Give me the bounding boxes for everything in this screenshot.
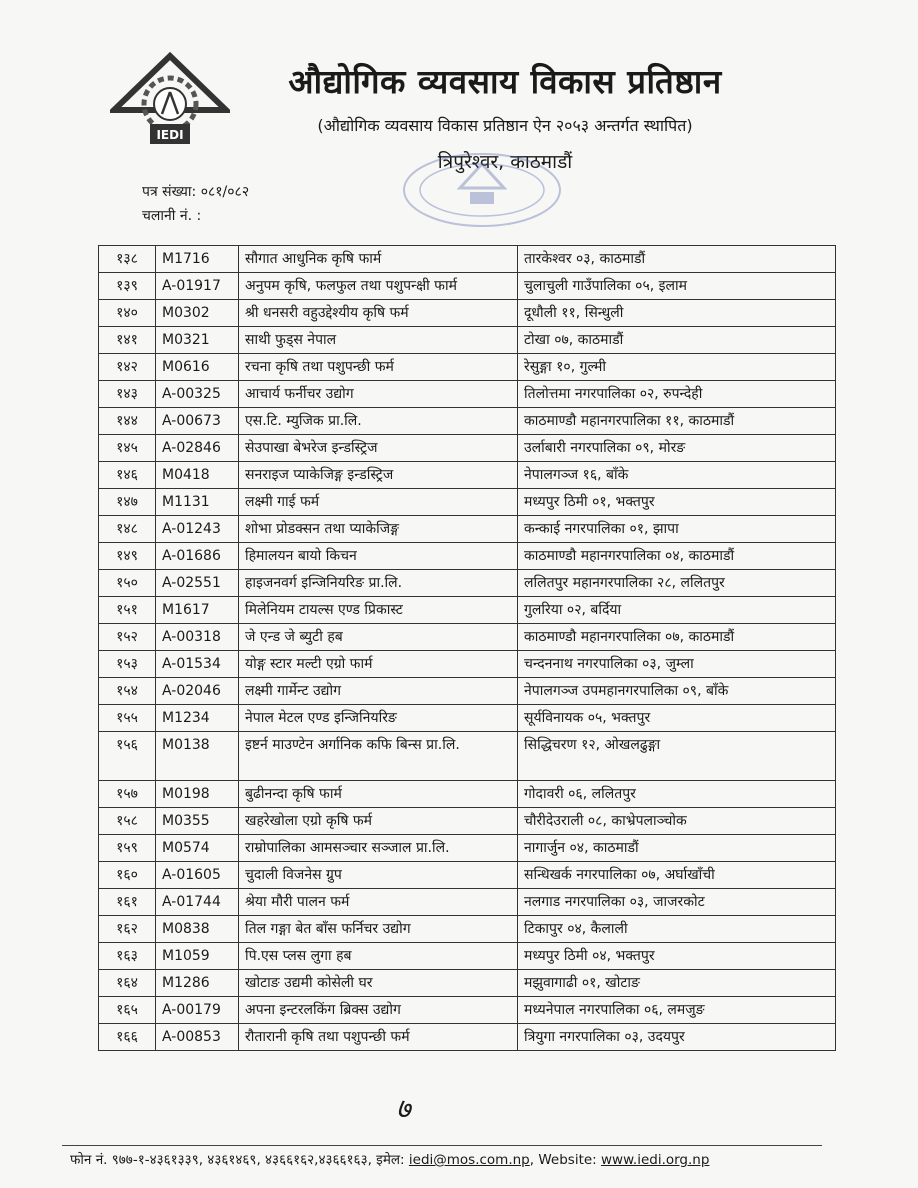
industry-name-cell: इष्टर्न माउण्टेन अर्गानिक कफि बिन्स प्रा.लि.: [239, 732, 518, 781]
industry-name-cell: पि.एस प्लस लुगा हब: [239, 943, 518, 970]
serial-number-cell: १४४: [99, 408, 156, 435]
industry-list-table: [98, 245, 836, 1051]
registration-code-cell: M1286: [156, 970, 239, 997]
registration-code-cell: M1059: [156, 943, 239, 970]
registration-code-cell: M1617: [156, 597, 239, 624]
address-cell: चन्दननाथ नगरपालिका ०३, जुम्ला: [518, 651, 836, 678]
office-stamp: [400, 150, 565, 230]
serial-number-cell: १५०: [99, 570, 156, 597]
registration-code-cell: A-01243: [156, 516, 239, 543]
industry-name-cell: अनुपम कृषि, फलफुल तथा पशुपन्क्षी फार्म: [239, 273, 518, 300]
organization-location: त्रिपुरेश्वर, काठमाडौं: [437, 151, 573, 173]
address-cell: मझुवागाढी ०१, खोटाङ: [518, 970, 836, 997]
table-row: [99, 678, 836, 705]
address-cell: तारकेश्वर ०३, काठमाडौं: [518, 246, 836, 273]
table-row: [99, 889, 836, 916]
iedi-logo: [110, 52, 230, 152]
table-row: [99, 781, 836, 808]
industry-name-cell: जे एन्ड जे ब्युटी हब: [239, 624, 518, 651]
registration-code-cell: A-00318: [156, 624, 239, 651]
serial-number-cell: १४२: [99, 354, 156, 381]
table-row: [99, 835, 836, 862]
registration-code-cell: A-00673: [156, 408, 239, 435]
serial-number-cell: १५२: [99, 624, 156, 651]
footer-website-link[interactable]: www.iedi.org.np: [601, 1152, 710, 1168]
industry-name-cell: हाइजनवर्ग इन्जिनियरिङ प्रा.लि.: [239, 570, 518, 597]
address-cell: नागार्जुन ०४, काठमाडौं: [518, 835, 836, 862]
registration-code-cell: A-00179: [156, 997, 239, 1024]
industry-name-cell: चुदाली विजनेस ग्रुप: [239, 862, 518, 889]
serial-number-cell: १३९: [99, 273, 156, 300]
table-row: [99, 543, 836, 570]
address-cell: ललितपुर महानगरपालिका २८, ललितपुर: [518, 570, 836, 597]
industry-name-cell: साथी फुड्स नेपाल: [239, 327, 518, 354]
serial-number-cell: १४९: [99, 543, 156, 570]
registration-code-cell: A-02046: [156, 678, 239, 705]
table-row: [99, 916, 836, 943]
reference-block: [142, 180, 249, 228]
table-row: [99, 462, 836, 489]
industry-name-cell: योङ्ग स्टार मल्टी एग्रो फार्म: [239, 651, 518, 678]
address-cell: काठमाण्डौ महानगरपालिका ०७, काठमाडौं: [518, 624, 836, 651]
footer-contact: [70, 1150, 709, 1168]
registration-code-cell: A-01744: [156, 889, 239, 916]
table-row: [99, 327, 836, 354]
industry-name-cell: बुढीनन्दा कृषि फार्म: [239, 781, 518, 808]
serial-number-cell: १५८: [99, 808, 156, 835]
serial-number-cell: १४५: [99, 435, 156, 462]
industry-name-cell: लक्ष्मी गाई फर्म: [239, 489, 518, 516]
address-cell: मध्यपुर ठिमी ०४, भक्तपुर: [518, 943, 836, 970]
industry-name-cell: शोभा प्रोडक्सन तथा प्याकेजिङ्ग: [239, 516, 518, 543]
dispatch-number: चलानी नं. :: [142, 208, 202, 224]
address-cell: काठमाण्डौ महानगरपालिका ११, काठमाडौं: [518, 408, 836, 435]
table-row: [99, 597, 836, 624]
table-row: [99, 246, 836, 273]
industry-list-body: [99, 246, 836, 1051]
registration-code-cell: M0138: [156, 732, 239, 781]
table-row: [99, 300, 836, 327]
serial-number-cell: १५४: [99, 678, 156, 705]
table-row: [99, 489, 836, 516]
footer-divider: [62, 1145, 822, 1146]
industry-name-cell: तिल गङ्गा बेत बाँस फर्निचर उद्योग: [239, 916, 518, 943]
address-cell: चुलाचुली गाउँपालिका ०५, इलाम: [518, 273, 836, 300]
table-row: [99, 570, 836, 597]
address-cell: नलगाड नगरपालिका ०३, जाजरकोट: [518, 889, 836, 916]
address-cell: सिद्धिचरण १२, ओखलढुङ्गा: [518, 732, 836, 781]
address-cell: गुलरिया ०२, बर्दिया: [518, 597, 836, 624]
industry-name-cell: अपना इन्टरलकिंग ब्रिक्स उद्योग: [239, 997, 518, 1024]
serial-number-cell: १५३: [99, 651, 156, 678]
footer-website-label: , Website:: [529, 1152, 597, 1168]
industry-name-cell: श्रेया मौरी पालन फर्म: [239, 889, 518, 916]
table-row: [99, 808, 836, 835]
industry-name-cell: राम्रोपालिका आमसञ्चार सञ्जाल प्रा.लि.: [239, 835, 518, 862]
serial-number-cell: १६४: [99, 970, 156, 997]
table-row: [99, 273, 836, 300]
serial-number-cell: १५१: [99, 597, 156, 624]
footer-email-link[interactable]: iedi@mos.com.np: [408, 1152, 530, 1168]
serial-number-cell: १६१: [99, 889, 156, 916]
registration-code-cell: M1716: [156, 246, 239, 273]
industry-name-cell: मिलेनियम टायल्स एण्ड प्रिकास्ट: [239, 597, 518, 624]
serial-number-cell: १४१: [99, 327, 156, 354]
address-cell: मध्यनेपाल नगरपालिका ०६, लमजुङ: [518, 997, 836, 1024]
registration-code-cell: A-01605: [156, 862, 239, 889]
registration-code-cell: A-00853: [156, 1024, 239, 1051]
logo-text: IEDI: [156, 128, 184, 142]
address-cell: दूधौली ११, सिन्धुली: [518, 300, 836, 327]
address-cell: सन्धिखर्क नगरपालिका ०७, अर्घाखाँची: [518, 862, 836, 889]
table-row: [99, 381, 836, 408]
table-row: [99, 354, 836, 381]
industry-name-cell: रचना कृषि तथा पशुपन्छी फर्म: [239, 354, 518, 381]
table-row: [99, 651, 836, 678]
industry-name-cell: खहरेखोला एग्रो कृषि फर्म: [239, 808, 518, 835]
address-cell: मध्यपुर ठिमी ०१, भक्तपुर: [518, 489, 836, 516]
registration-code-cell: M0616: [156, 354, 239, 381]
address-cell: टिकापुर ०४, कैलाली: [518, 916, 836, 943]
registration-code-cell: A-01917: [156, 273, 239, 300]
industry-name-cell: रौतारानी कृषि तथा पशुपन्छी फर्म: [239, 1024, 518, 1051]
serial-number-cell: १४८: [99, 516, 156, 543]
address-cell: काठमाण्डौ महानगरपालिका ०४, काठमाडौं: [518, 543, 836, 570]
industry-name-cell: नेपाल मेटल एण्ड इन्जिनियरिङ: [239, 705, 518, 732]
serial-number-cell: १४६: [99, 462, 156, 489]
table-row: [99, 516, 836, 543]
table-row: [99, 943, 836, 970]
registration-code-cell: M1131: [156, 489, 239, 516]
serial-number-cell: १६०: [99, 862, 156, 889]
registration-code-cell: M0321: [156, 327, 239, 354]
address-cell: नेपालगञ्ज १६, बाँके: [518, 462, 836, 489]
industry-name-cell: लक्ष्मी गार्मेन्ट उद्योग: [239, 678, 518, 705]
registration-code-cell: A-01534: [156, 651, 239, 678]
organization-title: औद्योगिक व्यवसाय विकास प्रतिष्ठान: [288, 62, 722, 101]
page-number-mark: ७: [396, 1092, 411, 1125]
table-row: [99, 408, 836, 435]
industry-name-cell: सौगात आधुनिक कृषि फार्म: [239, 246, 518, 273]
table-row: [99, 705, 836, 732]
serial-number-cell: १५५: [99, 705, 156, 732]
industry-name-cell: श्री धनसरी वहुउद्देश्यीय कृषि फर्म: [239, 300, 518, 327]
serial-number-cell: १४३: [99, 381, 156, 408]
address-cell: सूर्यविनायक ०५, भक्तपुर: [518, 705, 836, 732]
registration-code-cell: A-02846: [156, 435, 239, 462]
serial-number-cell: १५७: [99, 781, 156, 808]
industry-name-cell: हिमालयन बायो किचन: [239, 543, 518, 570]
table-row: [99, 732, 836, 781]
registration-code-cell: M1234: [156, 705, 239, 732]
table-row: [99, 970, 836, 997]
serial-number-cell: १६५: [99, 997, 156, 1024]
address-cell: तिलोत्तमा नगरपालिका ०२, रुपन्देही: [518, 381, 836, 408]
address-cell: टोखा ०७, काठमाडौं: [518, 327, 836, 354]
footer-phone: फोन नं. ९७७-१-४३६१३३९, ४३६१४६९, ४३६६१६२,४३६६१६३, इमेल:: [70, 1152, 405, 1168]
table-row: [99, 1024, 836, 1051]
registration-code-cell: A-00325: [156, 381, 239, 408]
industry-name-cell: सेउपाखा बेभरेज इन्डस्ट्रिज: [239, 435, 518, 462]
table-row: [99, 862, 836, 889]
address-cell: त्रियुगा नगरपालिका ०३, उदयपुर: [518, 1024, 836, 1051]
address-cell: गोदावरी ०६, ललितपुर: [518, 781, 836, 808]
serial-number-cell: १६६: [99, 1024, 156, 1051]
organization-subtitle: (औद्योगिक व्यवसाय विकास प्रतिष्ठान ऐन २०५३ अन्तर्गत स्थापित): [317, 116, 693, 135]
registration-code-cell: A-01686: [156, 543, 239, 570]
address-cell: उर्लाबारी नगरपालिका ०९, मोरङ: [518, 435, 836, 462]
address-cell: नेपालगञ्ज उपमहानगरपालिका ०९, बाँके: [518, 678, 836, 705]
industry-name-cell: एस.टि. म्युजिक प्रा.लि.: [239, 408, 518, 435]
table-row: [99, 435, 836, 462]
serial-number-cell: १५९: [99, 835, 156, 862]
registration-code-cell: M0198: [156, 781, 239, 808]
address-cell: चौरीदेउराली ०८, काभ्रेपलाञ्चोक: [518, 808, 836, 835]
registration-code-cell: M0302: [156, 300, 239, 327]
serial-number-cell: १६३: [99, 943, 156, 970]
table-row: [99, 624, 836, 651]
table-row: [99, 997, 836, 1024]
serial-number-cell: १६२: [99, 916, 156, 943]
serial-number-cell: १५६: [99, 732, 156, 781]
registration-code-cell: A-02551: [156, 570, 239, 597]
registration-code-cell: M0355: [156, 808, 239, 835]
industry-name-cell: सनराइज प्याकेजिङ्ग इन्डस्ट्रिज: [239, 462, 518, 489]
address-cell: कन्काई नगरपालिका ०१, झापा: [518, 516, 836, 543]
serial-number-cell: १४७: [99, 489, 156, 516]
registration-code-cell: M0838: [156, 916, 239, 943]
industry-name-cell: आचार्य फर्नीचर उद्योग: [239, 381, 518, 408]
serial-number-cell: १४०: [99, 300, 156, 327]
industry-name-cell: खोटाङ उद्यमी कोसेली घर: [239, 970, 518, 997]
serial-number-cell: १३८: [99, 246, 156, 273]
letter-number: पत्र संख्या: ०८१/०८२: [142, 184, 250, 200]
address-cell: रेसुङ्गा १०, गुल्मी: [518, 354, 836, 381]
registration-code-cell: M0574: [156, 835, 239, 862]
registration-code-cell: M0418: [156, 462, 239, 489]
